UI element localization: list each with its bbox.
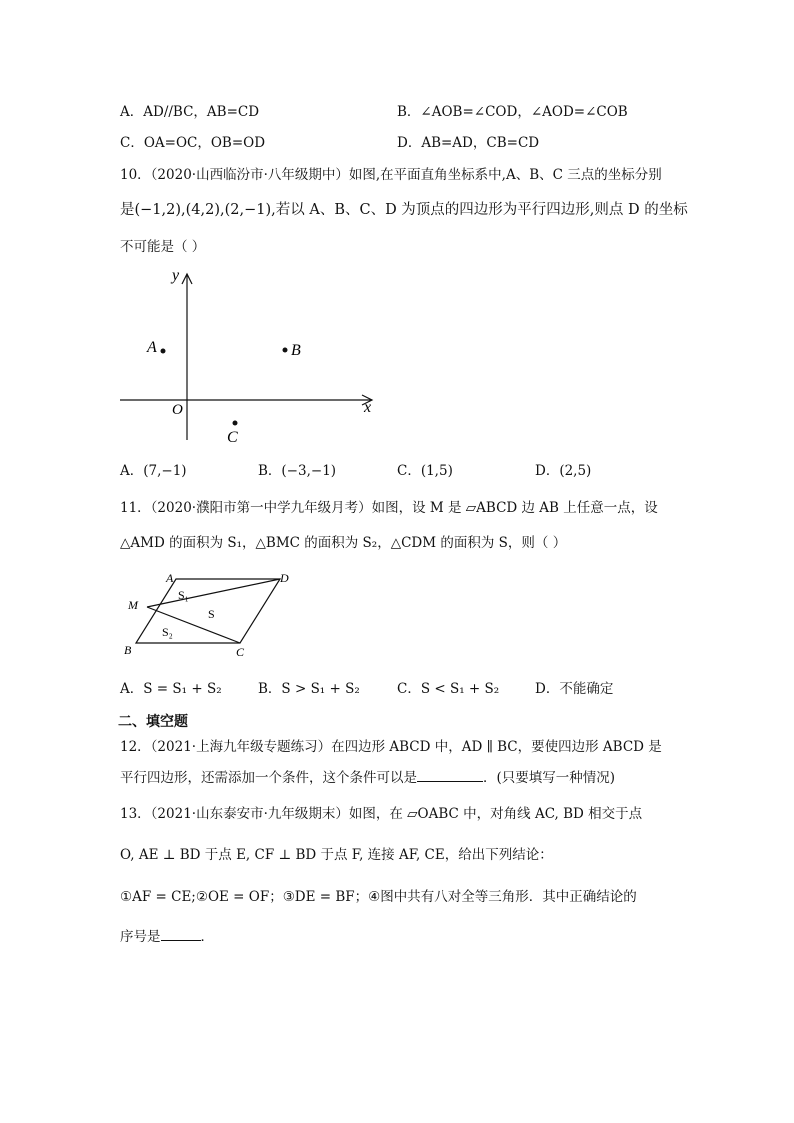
q9-option-b: B．∠AOB=∠COD，∠AOD=∠COB bbox=[397, 104, 628, 120]
vertex-a-label: A bbox=[166, 571, 174, 585]
q12-stem-line-1: 12．（2021·上海九年级专题练习）在四边形 ABCD 中，AD ∥ BC，要使四边形 ABCD 是 bbox=[120, 739, 662, 755]
origin-label: O bbox=[172, 402, 183, 418]
q13-stem-line-4-text: 序号是 bbox=[120, 929, 161, 945]
q9-option-a: A．AD//BC，AB=CD bbox=[120, 104, 260, 120]
q12-stem-line-2-text: 平行四边形，还需添加一个条件，这个条件可以是 bbox=[120, 770, 417, 786]
area-s-label: S bbox=[208, 607, 215, 621]
q9-option-c: C．OA=OC，OB=OD bbox=[120, 135, 266, 151]
q12-answer-blank[interactable] bbox=[417, 767, 483, 782]
q13-stem-line-3: ①AF = CE;②OE = OF；③DE = BF；④图中共有八对全等三角形．其中正确结论的 bbox=[120, 889, 637, 905]
q11-option-a: A．S = S₁ + S₂ bbox=[120, 681, 222, 697]
point-b-label: B bbox=[291, 342, 301, 359]
q9-option-d: D．AB=AD，CB=CD bbox=[397, 135, 540, 151]
q13-stem-line-4 bbox=[120, 926, 214, 947]
point-a bbox=[161, 349, 166, 354]
vertex-b-label: B bbox=[124, 643, 132, 657]
point-c bbox=[233, 421, 238, 426]
q10-stem-line-2: 是(−1,2),(4,2),(2,−1),若以 A、B、C、D 为顶点的四边形为平行四边形,则点 D 的坐标 bbox=[120, 202, 688, 218]
q10-coordinate-figure bbox=[110, 262, 380, 447]
point-c-label: C bbox=[227, 429, 238, 446]
q13-stem-line-4-tail: ． bbox=[200, 929, 214, 945]
q11-stem-line-1: 11．（2020·濮阳市第一中学九年级月考）如图，设 M 是 ▱ABCD 边 AB 上任意一点，设 bbox=[120, 500, 658, 516]
q13-stem-line-2: O, AE ⊥ BD 于点 E, CF ⊥ BD 于点 F, 连接 AF, CE，给出下列结论： bbox=[120, 847, 553, 863]
x-axis-label: x bbox=[364, 399, 372, 416]
y-axis-label: y bbox=[172, 267, 180, 284]
q11-option-d: D．不能确定 bbox=[535, 681, 614, 697]
section-title-fill-in-blank: 二、填空题 bbox=[118, 714, 188, 730]
vertex-m-label: M bbox=[128, 598, 138, 612]
q10-option-a: A．(7,−1) bbox=[120, 463, 187, 479]
segment-mc bbox=[147, 607, 240, 643]
area-s2-label: S₂ bbox=[162, 625, 173, 639]
q10-stem-line-3: 不可能是（ ） bbox=[120, 239, 206, 255]
point-a-label: A bbox=[147, 339, 157, 356]
q10-stem-line-1: 10．（2020·山西临汾市·八年级期中）如图,在平面直角坐标系中,A、B、C 三点的坐标分别 bbox=[120, 167, 662, 183]
q11-option-b: B．S > S₁ + S₂ bbox=[258, 681, 360, 697]
point-b bbox=[283, 348, 288, 353]
q12-stem-line-2 bbox=[120, 767, 615, 788]
area-s1-label: S₁ bbox=[178, 588, 189, 602]
q10-option-b: B．(−3,−1) bbox=[258, 463, 337, 479]
q11-stem-line-2: △AMD 的面积为 S₁，△BMC 的面积为 S₂，△CDM 的面积为 S，则（ ） bbox=[120, 535, 567, 551]
vertex-d-label: D bbox=[280, 571, 289, 585]
q10-option-d: D．(2,5) bbox=[535, 463, 592, 479]
q11-option-c: C．S < S₁ + S₂ bbox=[397, 681, 500, 697]
q13-stem-line-1: 13．（2021·山东泰安市·九年级期末）如图，在 ▱OABC 中，对角线 AC, BD 相交于点 bbox=[120, 806, 643, 822]
q11-parallelogram-figure bbox=[118, 568, 298, 660]
vertex-c-label: C bbox=[236, 645, 245, 659]
q13-answer-blank[interactable] bbox=[161, 926, 201, 941]
q10-option-c: C．(1,5) bbox=[397, 463, 453, 479]
q12-stem-line-2-tail: ．(只要填写一种情况) bbox=[483, 770, 616, 786]
